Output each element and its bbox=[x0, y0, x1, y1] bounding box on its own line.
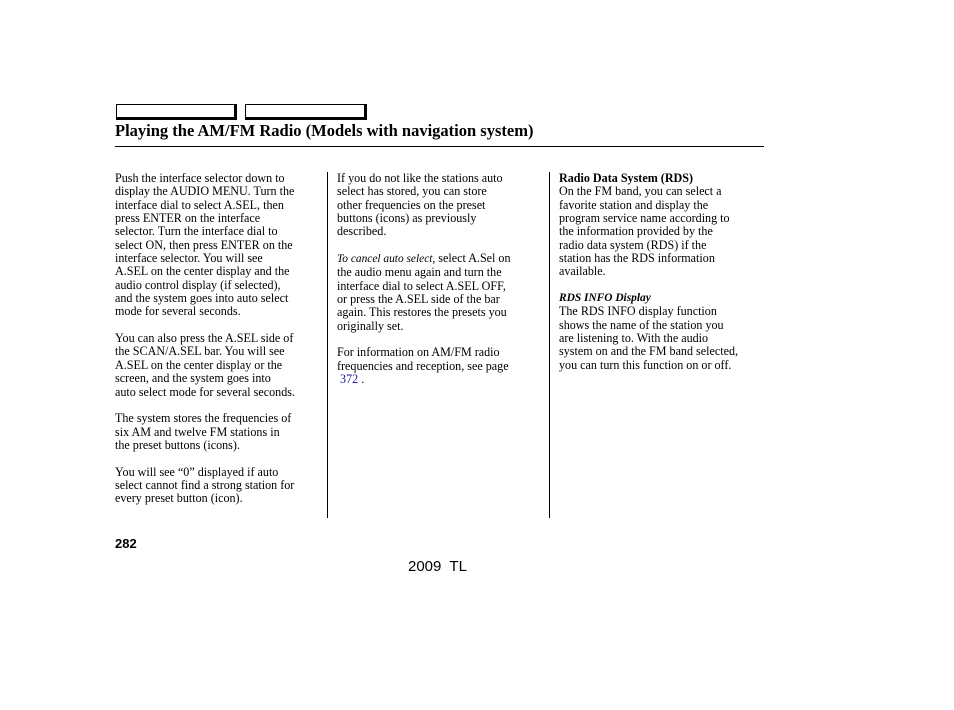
text-line: select cannot find a strong station for bbox=[115, 477, 295, 492]
text-line: audio control display (if selected), bbox=[115, 277, 281, 292]
text-line: the audio menu again and turn the bbox=[337, 265, 502, 280]
title-divider bbox=[115, 146, 764, 147]
col2-paragraph-3-text bbox=[337, 346, 542, 373]
text-line: press ENTER on the interface bbox=[115, 211, 261, 226]
nav-tab-table-of-contents[interactable] bbox=[245, 104, 367, 120]
text-line: interface dial to select A.SEL, then bbox=[115, 197, 284, 212]
text-line: originally set. bbox=[337, 318, 404, 333]
text-line: A.SEL on the center display or the bbox=[115, 357, 283, 372]
text-line: auto select mode for several seconds. bbox=[115, 384, 295, 399]
text-line: described. bbox=[337, 224, 387, 239]
text-line: A.SEL on the center display and the bbox=[115, 264, 290, 279]
text-line: the information provided by the bbox=[559, 224, 713, 239]
col2-paragraph-2-first-line: To cancel auto select, select A.Sel on bbox=[337, 251, 511, 266]
col2-paragraph-1 bbox=[337, 172, 542, 239]
text-line: interface dial to select A.SEL OFF, bbox=[337, 278, 506, 293]
col1-paragraph-3 bbox=[115, 412, 322, 452]
text-line: screen, and the system goes into bbox=[115, 371, 271, 386]
text-line: display the AUDIO MENU. Turn the bbox=[115, 184, 295, 199]
cancel-auto-select-label: To cancel auto select, bbox=[337, 253, 436, 266]
col1-paragraph-4 bbox=[115, 466, 322, 506]
page-number: 282 bbox=[115, 536, 137, 551]
text-line: you can turn this function on or off. bbox=[559, 357, 732, 372]
page-link-372[interactable]: 372 bbox=[340, 372, 359, 387]
text-line: available. bbox=[559, 264, 606, 279]
page-title: Playing the AM/FM Radio (Models with navigation system) bbox=[115, 121, 534, 140]
col3-paragraph-1 bbox=[559, 185, 765, 278]
text-line: the SCAN/A.SEL bar. You will see bbox=[115, 344, 285, 359]
text-line: interface selector. You will see bbox=[115, 251, 263, 266]
text-line: On the FM band, you can select a bbox=[559, 184, 722, 199]
text-line: select has stored, you can store bbox=[337, 184, 487, 199]
text-line: every preset button (icon). bbox=[115, 491, 243, 506]
column-divider-2 bbox=[549, 172, 550, 518]
text-line: favorite station and display the bbox=[559, 197, 709, 212]
text-line: and the system goes into auto select bbox=[115, 291, 289, 306]
nav-tab-main-menu[interactable] bbox=[116, 104, 237, 120]
text-line: radio data system (RDS) if the bbox=[559, 237, 707, 252]
text-line: buttons (icons) as previously bbox=[337, 211, 477, 226]
text-line: Push the interface selector down to bbox=[115, 171, 285, 185]
text-line: station has the RDS information bbox=[559, 251, 715, 266]
col2-paragraph-3-link-line: 372 . bbox=[340, 372, 365, 387]
text-line: selector. Turn the interface dial to bbox=[115, 224, 278, 239]
text-line: the preset buttons (icons). bbox=[115, 437, 240, 452]
footer-model: 2009 TL bbox=[408, 558, 467, 575]
column-divider-1 bbox=[327, 172, 328, 518]
text-line: select ON, then press ENTER on the bbox=[115, 237, 293, 252]
text-line: other frequencies on the preset bbox=[337, 197, 486, 212]
text-line: You can also press the A.SEL side of bbox=[115, 331, 294, 346]
text-line: You will see “0” displayed if auto bbox=[115, 464, 279, 479]
col2-paragraph-2-rest bbox=[337, 266, 542, 333]
text-line: shows the name of the station you bbox=[559, 317, 724, 332]
col2-paragraph-3 bbox=[337, 346, 542, 386]
column-1 bbox=[115, 172, 322, 506]
text-line: mode for several seconds. bbox=[115, 304, 241, 319]
rds-info-heading: RDS INFO Display bbox=[559, 292, 651, 305]
rds-heading: Radio Data System (RDS) bbox=[559, 171, 694, 185]
text-line: If you do not like the stations auto bbox=[337, 171, 503, 185]
col1-paragraph-2 bbox=[115, 332, 322, 399]
text-line: For information on AM/FM radio bbox=[337, 345, 500, 360]
text-line: program service name according to bbox=[559, 211, 730, 226]
text-line: frequencies and reception, see page bbox=[337, 358, 509, 373]
text-line: are listening to. With the audio bbox=[559, 331, 709, 346]
text-line: The RDS INFO display function bbox=[559, 304, 717, 319]
col2-paragraph-2 bbox=[337, 252, 542, 333]
text-line: six AM and twelve FM stations in bbox=[115, 424, 280, 439]
col1-paragraph-1 bbox=[115, 172, 322, 319]
text-line: or press the A.SEL side of the bar bbox=[337, 292, 500, 307]
text-line: system on and the FM band selected, bbox=[559, 344, 739, 359]
text-line: The system stores the frequencies of bbox=[115, 411, 292, 426]
col3-paragraph-2 bbox=[559, 305, 765, 372]
text-line: again. This restores the presets you bbox=[337, 305, 507, 320]
column-2 bbox=[337, 172, 542, 387]
column-3 bbox=[559, 172, 765, 372]
